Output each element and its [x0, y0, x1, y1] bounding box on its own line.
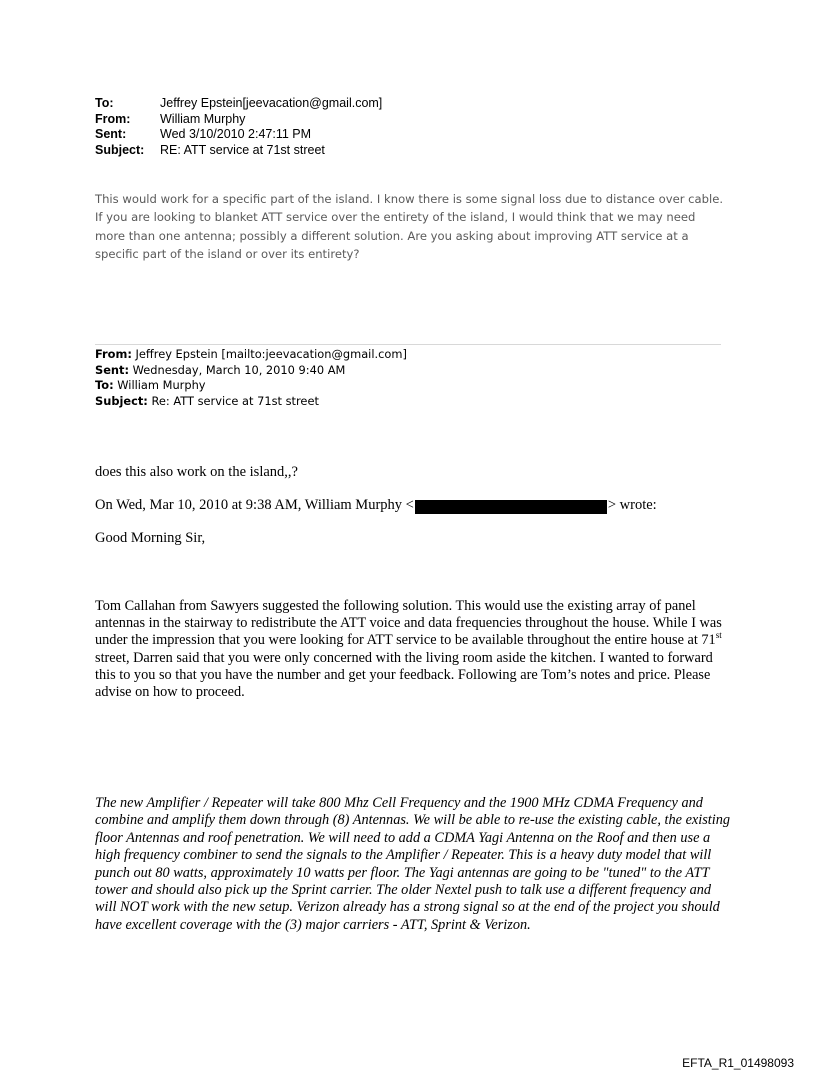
forwarded-sent-label: Sent:: [95, 362, 130, 377]
header-sent-row: [95, 127, 382, 143]
email-header: [95, 96, 382, 158]
greeting: Good Morning Sir,: [95, 530, 206, 546]
header-from-label: From:: [95, 111, 131, 126]
header-to-value: Jeffrey Epstein[jeevacation@gmail.com]: [160, 96, 383, 110]
reply-body: This would work for a specific part of the island. I know there is some signal loss due to distance over cable. If you are looking to blanket ATT service over the entirety of the island, I would think that we may need more than one antenna; possibly a different solution. Are you asking about improving ATT service at a specific part of the island or over its entirety?: [95, 192, 724, 261]
forwarded-subject-value: Re: ATT service at 71st street: [147, 393, 319, 408]
bates-number: EFTA_R1_01498093: [682, 1056, 794, 1070]
question-text: does this also work on the island,,?: [95, 464, 298, 480]
forwarded-from-row: [95, 347, 407, 363]
quote-intro: [95, 497, 657, 514]
forwarded-header: [95, 347, 407, 409]
technical-notes: The new Amplifier / Repeater will take 800 Mhz Cell Frequency and the 1900 MHz CDMA Frequency and combine and amplify them down through (8) Antennas. We will be able to re-use the existing cable, the existing floor Antennas and roof penetration. We will need to add a CDMA Yagi Antenna on the Roof and then use a high frequency combiner to send the signals to the Amplifier / Repeater. This is a heavy duty model that will punch out 80 watts, approximately 10 watts per floor. The Yagi antennas are going to be "tuned" to the ATT tower and should also pick up the Sprint carrier. The older Nextel push to talk use a different frequency and will NOT work with the new setup. Verizon already has a strong signal so at the end of the project you should have excellent coverage with the (3) major carriers - ATT, Sprint & Verizon.: [95, 795, 731, 933]
forwarded-to-value: William Murphy: [113, 378, 206, 392]
header-sent-value: Wed 3/10/2010 2:47:11 PM: [160, 127, 312, 141]
header-to-row: [95, 96, 382, 112]
quote-intro-after: > wrote:: [607, 497, 657, 513]
forwarded-from-label: From:: [95, 347, 132, 361]
forwarded-to-label: To:: [95, 378, 114, 392]
header-sent-label: Sent:: [95, 127, 127, 141]
forwarded-from-value: Jeffrey Epstein [mailto:jeevacation@gmail.com]: [131, 347, 407, 361]
forwarded-subject-label: Subject:: [95, 393, 148, 408]
forwarded-sent-row: [95, 363, 407, 379]
message-divider: [95, 344, 721, 345]
body-paragraph: [95, 598, 735, 701]
forwarded-sent-value: Wednesday, March 10, 2010 9:40 AM: [129, 362, 346, 377]
paragraph-superscript: st: [715, 630, 722, 641]
header-to-label: To:: [95, 96, 114, 110]
forwarded-to-row: [95, 378, 407, 394]
redaction-box: [415, 500, 607, 514]
header-from-value: William Murphy: [160, 111, 246, 126]
header-from-row: [95, 112, 382, 128]
header-subject-label: Subject:: [95, 142, 145, 157]
paragraph-part1: Tom Callahan from Sawyers suggested the following solution. This would use the existing array of panel antennas in the stairway to redistribute the ATT voice and data frequencies throughout the house. While I was under the impression that you were looking for ATT service to be available throughout the entire house at 71: [95, 598, 722, 649]
paragraph-part2: street, Darren said that you were only concerned with the living room aside the kitchen. I wanted to forward this to you so that you have the number and get your feedback. Following are Tom’s notes and price. Please advise on how to proceed.: [95, 649, 713, 701]
quote-intro-before: On Wed, Mar 10, 2010 at 9:38 AM, William Murphy <: [95, 497, 414, 513]
header-subject-value: RE: ATT service at 71st street: [160, 142, 325, 157]
header-subject-row: [95, 143, 382, 159]
forwarded-subject-row: [95, 394, 407, 410]
